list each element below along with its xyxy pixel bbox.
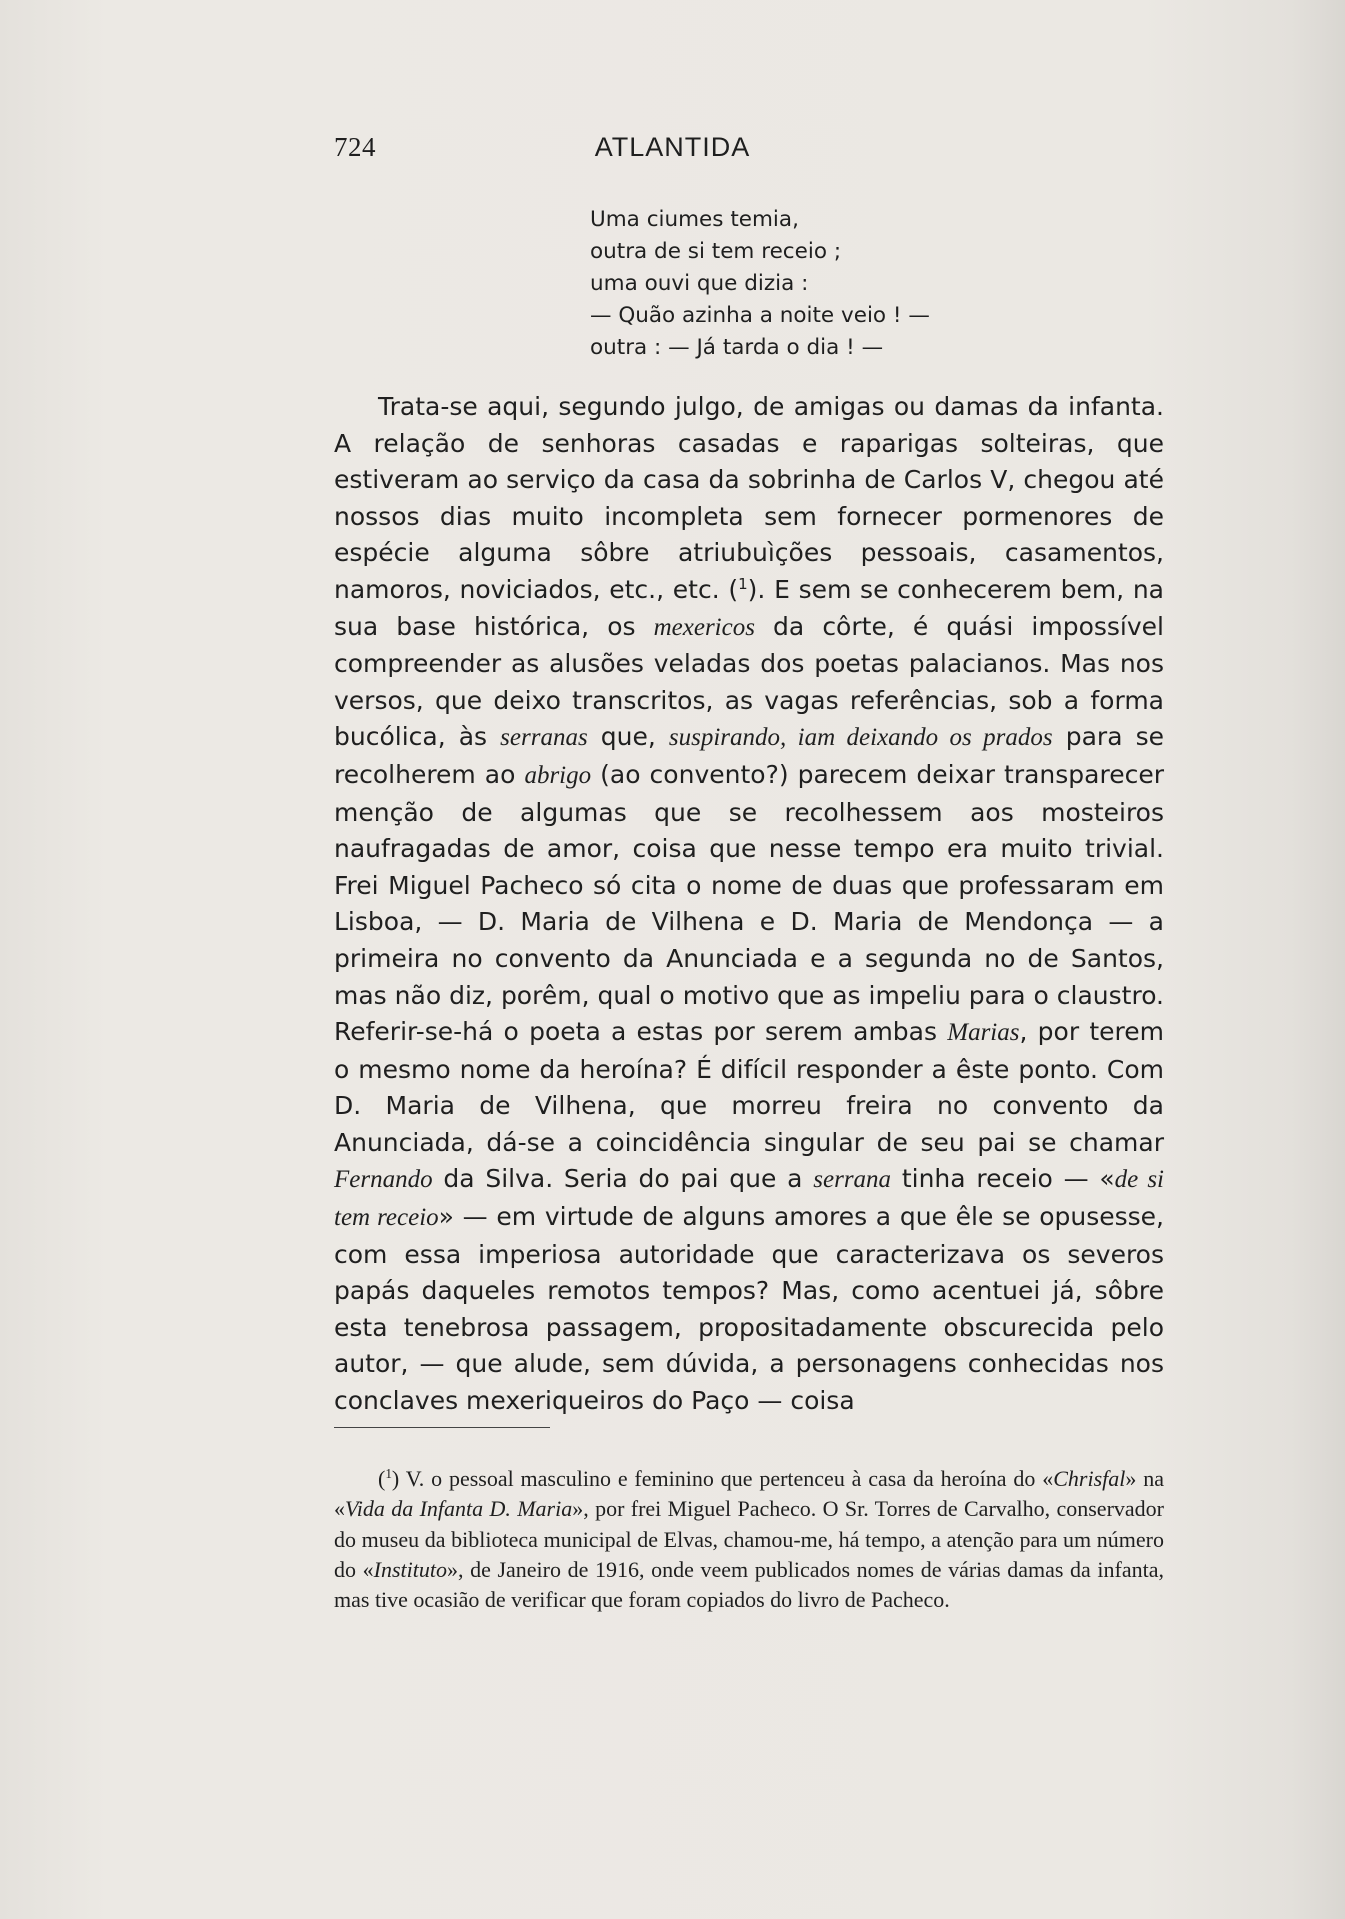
verse-line: Uma ciumes temia,	[590, 207, 799, 232]
italic-term: Vida da Infanta D. Maria	[345, 1496, 573, 1522]
text-run: Trata-se aqui, segundo julgo, de amigas ou damas da infanta. A relação de senhoras casadas e raparigas solteiras, que estiveram ao serviço da casa da sobrinha de Carlos V, chegou até nossos dias muito incompleta sem fornecer pormenores de espécie alguma sôbre atriubuìções pessoais, casamentos, namoros, noviciados, etc., etc. (	[334, 392, 1164, 604]
text-run: para se recolherem ao	[334, 722, 1164, 789]
italic-term: de si tem receio	[334, 1166, 1164, 1232]
text-run: tinha receio — «	[891, 1164, 1115, 1194]
italic-term: Chrisfal	[1053, 1466, 1126, 1491]
text-run: que,	[587, 722, 669, 752]
footnote: ($^1$) V. o pessoal masculino e feminino que pertenceu à casa da heroína do «Chrisfal» na «Vida da Infanta D. Maria», por frei Miguel Pacheco. O Sr. Torres de Carvalho, conservador do museu da biblioteca municipal de Elvas, chamou-me, há tempo, a atenção para um número do «Instituto», de Janeiro de 1916, onde veem publicados nomes de várias damas da infanta, mas tive ocasião de verificar que foram copiados do livro de Pacheco.	[334, 1466, 1165, 1613]
italic-term: serranas	[500, 724, 588, 752]
text-run: » na «	[334, 1466, 1165, 1522]
paragraph-text	[334, 389, 1164, 1420]
text-run: da Silva. Seria do pai que a	[432, 1164, 814, 1194]
text-run: V. o pessoal masculino e feminino que pertenceu à casa da heroína do «	[399, 1466, 1054, 1491]
italic-term: abrigo	[524, 761, 592, 789]
footnote-reference: 1	[738, 574, 748, 593]
text-run: ). E sem se conhecerem bem, na sua base histórica, os	[334, 574, 1164, 641]
text-run: » — em virtude de alguns amores a que êle se opusesse, com essa imperiosa autoridade que caracterizava os severos papás daqueles remotos tempos? Mas, como acentuei já, sôbre esta tenebrosa passagem, propositadamente obscurecida pelo autor, — que alude, sem dúvida, a personagens conhecidas nos conclaves mexeriqueiros do Paço — coisa	[334, 1202, 1164, 1416]
text-run: , por terem o mesmo nome da heroína? É difícil responder a êste ponto. Com D. Maria de Vilhena, que morreu freira no convento da Anunciada, dá-se a coincidência singular de seu pai se chamar	[334, 1017, 1164, 1157]
verse-quotation	[590, 204, 930, 364]
page-number: 724	[334, 132, 376, 162]
footnote-divider	[334, 1427, 550, 1428]
footnotes	[334, 1464, 1164, 1615]
italic-term: serrana	[813, 1166, 892, 1194]
verse-line: outra : — Já tarda o dia ! —	[590, 335, 884, 360]
italic-term: Marias	[947, 1019, 1020, 1047]
verse-line: — Quão azinha a noite veio ! —	[590, 303, 930, 328]
running-title: ATLANTIDA	[594, 132, 751, 162]
text-run: da côrte, é quási impossível compreender as alusões veladas dos poetas palacianos. Mas nos versos, que deixo transcritos, as vagas referências, sob a forma bucólica, às	[334, 611, 1164, 752]
verse-line: outra de si tem receio ;	[590, 239, 842, 264]
text-run: », de Janeiro de 1916, onde veem publicados nomes de várias damas da infanta, mas tive ocasião de verificar que foram copiados do livro de Pacheco.	[334, 1556, 1165, 1613]
text-run: (ao convento?) parecem deixar transparecer menção de algumas que se recolhessem aos mosteiros naufragadas de amor, coisa que nesse tempo era muito trivial. Frei Miguel Pacheco só cita o nome de duas que professaram em Lisboa, — D. Maria de Vilhena e D. Maria de Mendonça — a primeira no convento da Anunciada e a segunda no de Santos, mas não diz, porêm, qual o motivo que as impeliu para o claustro. Referir-se-há o poeta a estas por serem ambas	[334, 759, 1164, 1047]
italic-term: Instituto	[373, 1556, 447, 1582]
verse-line: uma ouvi que dizia :	[590, 271, 809, 296]
footnote-marker: 1	[385, 1466, 392, 1482]
text-run: », por frei Miguel Pacheco. O Sr. Torres de Carvalho, conservador do museu da biblioteca municipal de Elvas, chamou-me, há tempo, a atenção para um número do «	[334, 1496, 1164, 1582]
italic-term: suspirando, iam deixando os prados	[668, 724, 1053, 752]
italic-term: Fernando	[334, 1166, 433, 1194]
body-paragraph	[334, 389, 1164, 1420]
italic-term: mexericos	[653, 613, 755, 641]
